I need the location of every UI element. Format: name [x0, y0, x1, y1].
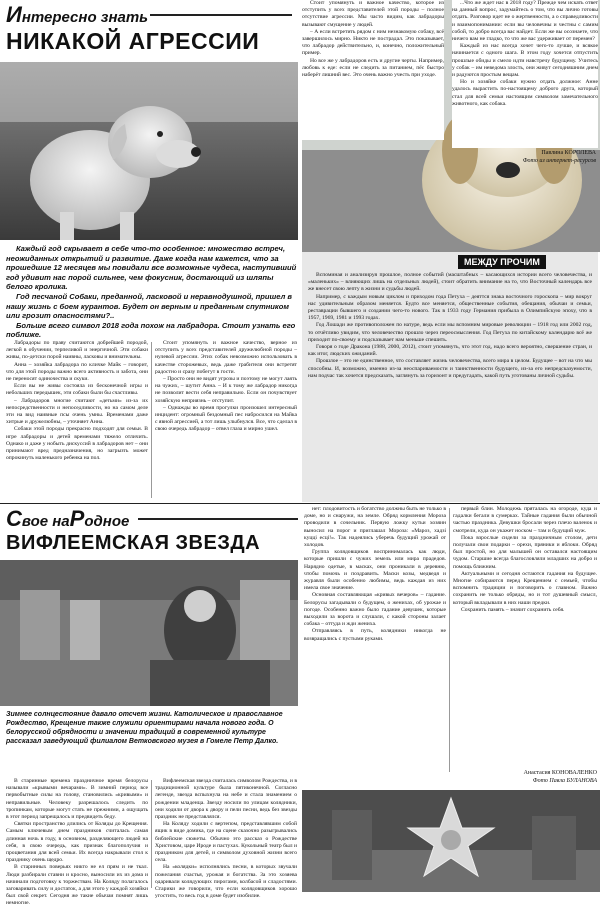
- article-headline-2: ВИФЛЕЕМСКАЯ ЗВЕЗДА: [6, 532, 261, 554]
- labrador-photo: [0, 62, 298, 240]
- paragraph: Стоит упомянуть и важное качество, верное из отступить у всех представителей дружелюбной породы – нулевой агрессии. Этих собак невозможно использовать в качестве сторожевых, ведь даже грабителя они встретят радостно и сразу побегут в гости.: [155, 340, 297, 375]
- author-signature-2: Анастасия КОНОВАЛЕНКО: [523, 770, 597, 776]
- article2-column-1: [6, 778, 148, 907]
- paragraph: Стоит упомянуть и важное качество, которое из отступить у всех представителей этой породы – полное отсутствие агрессии. Мы часто видим, как лабрадоры вызывают смущение у людей.: [302, 0, 444, 28]
- photo-credit: Фото из интернет-ресурсов: [522, 158, 596, 164]
- paragraph: Вспоминая и анализируя прошлое, полное событий (масштабных – касающихся истории всего человечества, и «маленьких» – влияющих лишь на отдельных людей), стоит обратить внимание на то, что Восточный календарь все же внесет свою лепту в жизни и судьбы людей.: [308, 272, 592, 293]
- puppy-column-b: [452, 0, 598, 148]
- article-column-2: [155, 340, 297, 500]
- paragraph: Анна – хозяйка лабрадора по кличке Майк – говорит, что для этой породы важно всего активность и забота, они не переносят одиночества и скуки.: [6, 361, 148, 383]
- paragraph: Актуальными и сегодня остаются гадания на будущее. Многие собираются перед Крещением с семьей, чтобы вспомнить традиции и поговорить о главном. Важно сохранить не только обряды, но и тот душевный смысл, который вкладывали в них наши предки.: [453, 570, 597, 606]
- rubric-line: [138, 518, 298, 520]
- article2-column-4: [453, 506, 597, 776]
- paragraph: первый блин. Молодежь пряталась на огороде, куда и гадалки бегали в сумерках. Тайные гадания были обычной частью праздника. Девушки бросали через плечо валенок и смотрели, куда он укажет носком – там и будущий муж.: [453, 506, 597, 534]
- paragraph: – А если встретить рядом с ним незнакомую собаку, всё завершилось мирно. Никто не пострадал. Это показывает, что лабрадор действительно, и, конечно, положительный пример.: [302, 28, 444, 57]
- paragraph: ...Что же ждет нас в 2018 году? Прежде чем искать ответ на данный вопрос, задумайтесь о том, что вы лично готовы отдать. Разговор идет не о жертвенности, а о справедливости и взаимопонимании: если вы человечны и честны с самим собой, то добро всегда вас найдет. Если же вы осознаете, что ничего вам не гладко, то что же вас удерживает от перемен?: [452, 0, 598, 43]
- section-divider: [0, 503, 600, 504]
- rubric-cap: С: [6, 506, 22, 531]
- article-lead: [6, 244, 298, 340]
- rubric-interesting: [6, 2, 148, 28]
- paragraph: Святки пространство длились от Коляды до Крещения. Самым ключевым днем праздников считалась самая длинная ночь в году, в основном, разделяющего людей на себя, в свою очередь, как признак благополучия и процветания для всей семьи. Их всегда накрывали стол к празднику очень щедро.: [6, 821, 148, 864]
- paragraph: Собаки этой породы прекрасно подходят для семьи. В игре лабрадоры и детей временами тяжело отличить. Однако и даже у нобыть дискуссий в лабрадоров нет – они принимают вред предназначения, но загрызть может опрокинуть маленького ребенка на пол.: [6, 426, 148, 462]
- rubric-native: [6, 506, 129, 532]
- paragraph: Вифлеемская звезда считалась символом Рождества, и в традиционной культуре была пятиконечной. Согласно легенде, звезда вспыхнула на небе и стала знамением о рождении младенца. Звезду носили по улицам колядники, они ходили от двора к двору и пели песни, ведь без звезды праздник не представлялся.: [155, 778, 297, 821]
- rubric-rest: нтересно знать: [21, 9, 149, 26]
- paragraph: Например, с каждым новым циклом и приходом года Петуха – деяттся знака восточного гороскопа – мир вокруг нас удивительным образом меняется. Будто все меняется, общественные события, обещания, обычаи и семьи, реставрации бывшего и создании чего-то нового. Так в 1933 году Германия прибыла в Олимпийскую эпоху, что в 1957, 1969, 1981 и 1993 годах.: [308, 293, 592, 322]
- museum-photo: [0, 560, 298, 706]
- between-us-text: [308, 272, 592, 498]
- paragraph: – Лабрадоров многие считают «детьми» из-за их непосредственности и непоседливости, но на самом деле эти на вид наивные псы очень умны. Временами даже хитрые и дружелюбны, – уточняет Анна.: [6, 397, 148, 426]
- paragraph: В старинные времена праздничное время белорусы называли «крывыми вечарами». В зимний период все первобытные силы на голову, становились «кривыми» и неправильные. Человеку разрешалось следить по тропинкам, которые могут стать не прежними, а ощущать в этот период запрещалось и предвидеть беду.: [6, 778, 148, 821]
- paragraph: Основная составляющая «кривых вечеров» – гадание. Белорусы загадывали о будущем, о женихах, об урожае и погоде. Особенно важно было гадание девушек, которые выходили за ворота и слушали, с какой стороны залает собака – оттуда и жди жениха.: [304, 592, 446, 628]
- lead-paragraph: Больше всего символ 2018 года похож на лабрадора. Стоит узнать его поближе.: [6, 320, 296, 340]
- paragraph: – Просто они не видят угрозы и поэтому не могут лаять на чужих, – шутит Анна. – И к тому же лабрадор никогда не позволит вести себя неправильно. Если он почувствует хозяйскую неприязнь – отступит.: [155, 376, 297, 404]
- paragraph: Но все же у лабрадоров есть и другие черты. Например, любовь к еде: если не следить за питанием, пёс быстро наберёт лишний вес. Это очень важно учесть при уходе.: [302, 57, 444, 79]
- paragraph: Но и хозяйке собаки нужно отдать должное: Анне удалось вырастить по-настоящему доброго друга, который стал для всей семьи настоящим символом замечательного животного, как собака.: [452, 79, 598, 107]
- paragraph: В старинных поверьях никто не ел прям и не ткал. Люди разбирали ставни и кросно, выносили их из дома и начинали подготовку к торжествам. На Коляду полагалось заговаривать силу и достаток, а для этого у каждой хозяйки был свой секрет. Сегодня же такие обычаи помнят лишь немногие.: [6, 864, 148, 907]
- lead-paragraph: Год песчаной Собаки, преданной, ласковой и неравнодушной, пришел в нашу жизнь с боем курантов. Будет он верным и преданным спутником или грозит опасностями?..: [6, 291, 293, 321]
- star-photo: [302, 790, 600, 892]
- paragraph: Если вы не живы состояла из бесконечной игры и небольших передышек, эти собаки были бы счастливы.: [6, 383, 148, 397]
- rubric-cap-2: Р: [69, 506, 85, 531]
- lead-paragraph: Каждый год скрывает в себе что-то особенное: множество встреч, неожиданных открытий и развитие. Даже когда нам кажется, что за прошедшие 12 месяцев мы повидали все возможные чудеса, наступивший год удивит нас порой сильнее, чем фокусник, достающий из шляпы белого кролика.: [6, 244, 297, 292]
- paragraph: Сохранить память – значит сохранить себя.: [461, 606, 565, 613]
- column-rule: [449, 508, 450, 772]
- puppy-column-a: [302, 0, 444, 140]
- article2-column-3: [304, 506, 446, 776]
- paragraph: Отправляясь в путь, колядники никогда не возвращались с пустыми руками.: [304, 628, 446, 642]
- paragraph: На Коляду ходили с вертепом, представлявшим собой ящик в виде домика, где на сцене сказочно разыгрывались библейские сюжеты. Обычно это рассказ о Рождестве Христовом, царе Ироде и пастухах. Кукольный театр был и праздником для детей, и символом духовной жизни всего села.: [155, 821, 297, 864]
- rubric-cap: И: [6, 2, 22, 27]
- paragraph: Говоря о годе Дракона (1988, 2000, 2012), стоит упомянуть, что этот год, надо всего вероятно, свершение стран, и как итог, людских ожиданий.: [308, 344, 592, 358]
- paragraph: Группа колядовщиков воспринималась как люди, которые пришли с чужих земель или мира прадедов. Нарядно одетые, в масках, они проникали в деревню, чтобы помочь и поздравить. Маски козы, медведя и журавля были особенно любимы, ведь каждая из них имела свое значение.: [304, 549, 446, 592]
- paragraph: На «колядки» исполнялись песни, в которых звучали пожелания счастья, урожая и богатства. За это хозяева одаривали колядующих пирогами, колбасой и сладостями. Старики же говорили, что если колядовщиков хорошо угостить, то весь год в доме будет изобилие.: [155, 864, 297, 900]
- paragraph: Год Лошади же противоположен по натуре, ведь если мы вспомним мировые революции – 1918 год или 2002 год, то отчётливо увидим, что человечество прошло через переосмысления. Год Петуха по китайскому календарю всё же приходит по-своему и подсказывает нам меньше спешить.: [308, 322, 592, 343]
- paragraph: Прошлое – это не единственное, что составляет жизнь человечества, всего мира в целом. Будущее – вот на что мы способны. И, возможно, именно из-за неоспариваемости и таинственности будущего, из-за его непредсказуемости, нам подчас так хочется предсказать, заглянуть за горизонт и предугадать, какой путь уготованы личной судьбы.: [308, 358, 592, 379]
- paragraph: Лабрадоры по праву считаются добрейшей породой, легкой в обучении, терпеливой и энергичной. Эти собаки живы, по-детски порой наивны, ласковы и внимательны.: [6, 340, 148, 361]
- paragraph: – Однажды во время прогулки произошел интересный инцидент: огромный бездомный пес набросился на Майка с явной агрессией, а тот лишь улыбнулся. Все, что сделал в свою очередь лабрадор – отвел глаза и мирно ушел.: [155, 404, 297, 433]
- column-rule: [151, 780, 152, 888]
- rubric-rest: вое на: [21, 513, 70, 530]
- author-signature: Павлина КОРОЛЕВА: [541, 150, 596, 156]
- article-column-1: [6, 340, 148, 500]
- paragraph: Пока взрослые сидели за праздничным столом, дети получали свои подарки – орехи, пряники и яблоки. Обряд был простой, но для малышей он оставался настоящим чудом. Старшие всегда благословляли младших на добро и помощь ближним.: [453, 534, 597, 570]
- photo-credit-2: Фото Павла БУЛАНОВА: [532, 778, 597, 784]
- paragraph: Каждый из нас всегда хочет чего-то лучше, и всякое начинается с одного шага. В этом году хочется отпустить прошлые обиды и смело идти навстречу будущему. Учитесь у собак – им неведома злость, они живут сегодняшним днем и радуются простым вещам.: [452, 43, 598, 79]
- between-us-tag: МЕЖДУ ПРОЧИМ: [458, 255, 546, 269]
- paragraph: нет: плодовитость и богатство должны быть не только в доме, но и снаружи, на земле. Обряд кормления Мороза проводили в сочельник. Первую ложку кутьи хозяин выносил на порог и приглашал Мороза: «Мароз, хадзі куцці есці!». Так надеялись уберечь будущий урожай от холодов.: [304, 506, 446, 549]
- photo-caption: Зимнее солнцестояние давало отсчет жизни. Католическое и православное Рождество, Крещение также служили ориентирами начала нового года. О белорусской обрядности и значении традиций в современной культуре рассказал заведующий филиалом Ветковского музея в Гомеле Петр Далко.: [6, 711, 283, 745]
- rubric-rest-2: одное: [84, 513, 130, 530]
- column-rule: [151, 342, 152, 498]
- rubric-line: [150, 14, 292, 16]
- article2-column-2: [155, 778, 297, 900]
- article-headline: НИКАКОЙ АГРЕССИИ: [6, 28, 260, 54]
